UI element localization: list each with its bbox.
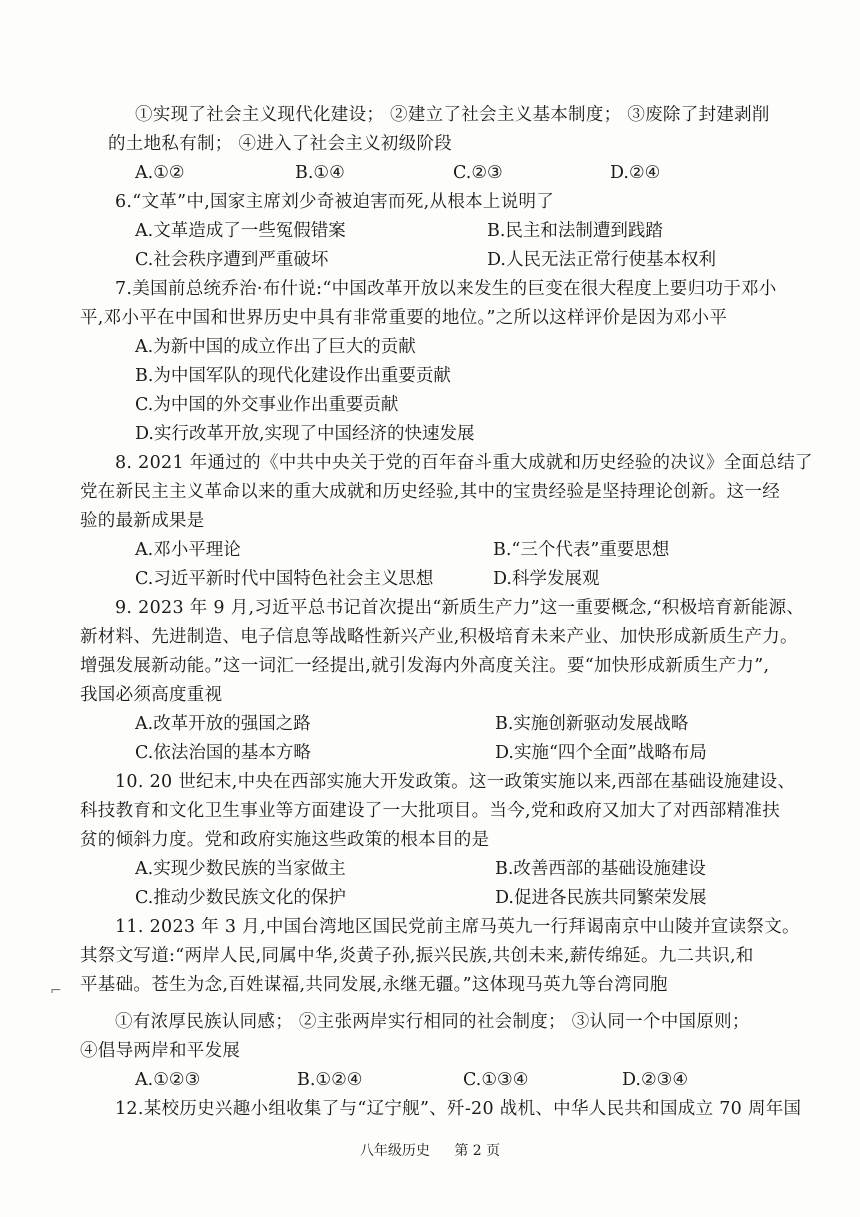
q5-option-b: B.①④ [295, 163, 345, 183]
q5-option-c: C.②③ [453, 163, 503, 183]
q7-stem-line2: 平,邓小平在中国和世界历史中具有非常重要的地位。”之所以这样评价是因为邓小平 [80, 308, 728, 328]
q10-option-a: A.实现少数民族的当家做主 [135, 859, 346, 879]
q11-stem-line3: 平基础。苍生为念,百姓谋福,共同发展,永继无疆。”这体现马英九等台湾同胞 [80, 975, 668, 995]
q11-stem-line2: 其祭文写道:“两岸人民,同属中华,炎黄子孙,振兴民族,共创未来,薪传绵延。九二共识,和 [80, 946, 754, 966]
page-footer [0, 1141, 860, 1161]
q11-statement-line1: ①有浓厚民族认同感； ②主张两岸实行相同的社会制度； ③认同一个中国原则； [115, 1012, 750, 1032]
q12-stem-line1: 12.某校历史兴趣小组收集了与“辽宁舰”、歼-20 战机、中华人民共和国成立 70 周年国 [115, 1099, 802, 1119]
q11-option-b: B.①②④ [297, 1070, 363, 1090]
q9-stem-line4: 我国必须高度重视 [80, 685, 223, 705]
q6-stem: 6.“文革”中,国家主席刘少奇被迫害而死,从根本上说明了 [115, 192, 555, 212]
q7-option-a: A.为新中国的成立作出了巨大的贡献 [135, 337, 416, 357]
q9-option-b: B.实施创新驱动发展战略 [495, 714, 689, 734]
q9-stem-line3: 增强发展新动能。”这一词汇一经提出,就引发海内外高度关注。要“加快形成新质生产力”, [80, 656, 770, 676]
q7-option-c: C.为中国的外交事业作出重要贡献 [135, 395, 399, 415]
pencil-mark: ⌐ [50, 983, 62, 999]
q9-option-a: A.改革开放的强国之路 [135, 714, 311, 734]
q8-option-b: B.“三个代表”重要思想 [493, 540, 670, 560]
q10-stem-line2: 科技教育和文化卫生事业等方面建设了一大批项目。当今,党和政府又加大了对西部精准扶 [80, 801, 781, 821]
q6-option-c: C.社会秩序遭到严重破坏 [135, 250, 329, 270]
q9-stem-line1: 9. 2023 年 9 月,习近平总书记首次提出“新质生产力”这一重要概念,“积极培育新能源、 [115, 598, 805, 618]
q11-statement-line2: ④倡导两岸和平发展 [80, 1041, 241, 1061]
q9-option-c: C.依法治国的基本方略 [135, 743, 311, 763]
q10-stem-line3: 贫的倾斜力度。党和政府实施这些政策的根本目的是 [80, 830, 490, 850]
q9-stem-line2: 新材料、先进制造、电子信息等战略性新兴产业,积极培育未来产业、加快形成新质生产力。 [80, 627, 798, 647]
q5-option-d: D.②④ [610, 163, 661, 183]
q5-statement-line2: 的土地私有制； ④进入了社会主义初级阶段 [108, 134, 453, 154]
q11-option-a: A.①②③ [135, 1070, 201, 1090]
q5-statement-line1: ①实现了社会主义现代化建设； ②建立了社会主义基本制度； ③废除了封建剥削 [135, 105, 770, 125]
q8-option-d: D.科学发展观 [493, 569, 600, 589]
q10-stem-line1: 10. 20 世纪末,中央在西部实施大开发政策。这一政策实施以来,西部在基础设施建设、 [115, 772, 796, 792]
q10-option-d: D.促进各民族共同繁荣发展 [495, 888, 707, 908]
q8-stem-line3: 验的最新成果是 [80, 511, 205, 531]
q8-stem-line1: 8. 2021 年通过的《中共中央关于党的百年奋斗重大成就和历史经验的决议》全面总结了 [115, 453, 813, 473]
q6-option-a: A.文革造成了一些冤假错案 [135, 221, 346, 241]
q11-option-d: D.②③④ [622, 1070, 689, 1090]
q9-option-d: D.实施“四个全面”战略布局 [495, 743, 707, 763]
footer-page-number: 第 2 页 [454, 1143, 501, 1159]
q11-stem-line1: 11. 2023 年 3 月,中国台湾地区国民党前主席马英九一行拜谒南京中山陵并宣读祭文。 [115, 917, 800, 937]
q6-option-b: B.民主和法制遭到践踏 [487, 221, 663, 241]
q5-option-a: A.①② [135, 163, 185, 183]
q8-stem-line2: 党在新民主主义革命以来的重大成就和历史经验,其中的宝贵经验是坚持理论创新。这一经 [80, 482, 781, 502]
q10-option-c: C.推动少数民族文化的保护 [135, 888, 346, 908]
q11-option-c: C.①③④ [463, 1070, 529, 1090]
footer-subject: 八年级历史 [359, 1143, 430, 1159]
q7-option-d: D.实行改革开放,实现了中国经济的快速发展 [135, 424, 475, 444]
q10-option-b: B.改善西部的基础设施建设 [495, 859, 706, 879]
q7-stem-line1: 7.美国前总统乔治·布什说:“中国改革开放以来发生的巨变在很大程度上要归功于邓小 [115, 279, 777, 299]
q7-option-b: B.为中国军队的现代化建设作出重要贡献 [135, 366, 451, 386]
q8-option-c: C.习近平新时代中国特色社会主义思想 [135, 569, 434, 589]
q6-option-d: D.人民无法正常行使基本权利 [487, 250, 716, 270]
q8-option-a: A.邓小平理论 [135, 540, 241, 560]
